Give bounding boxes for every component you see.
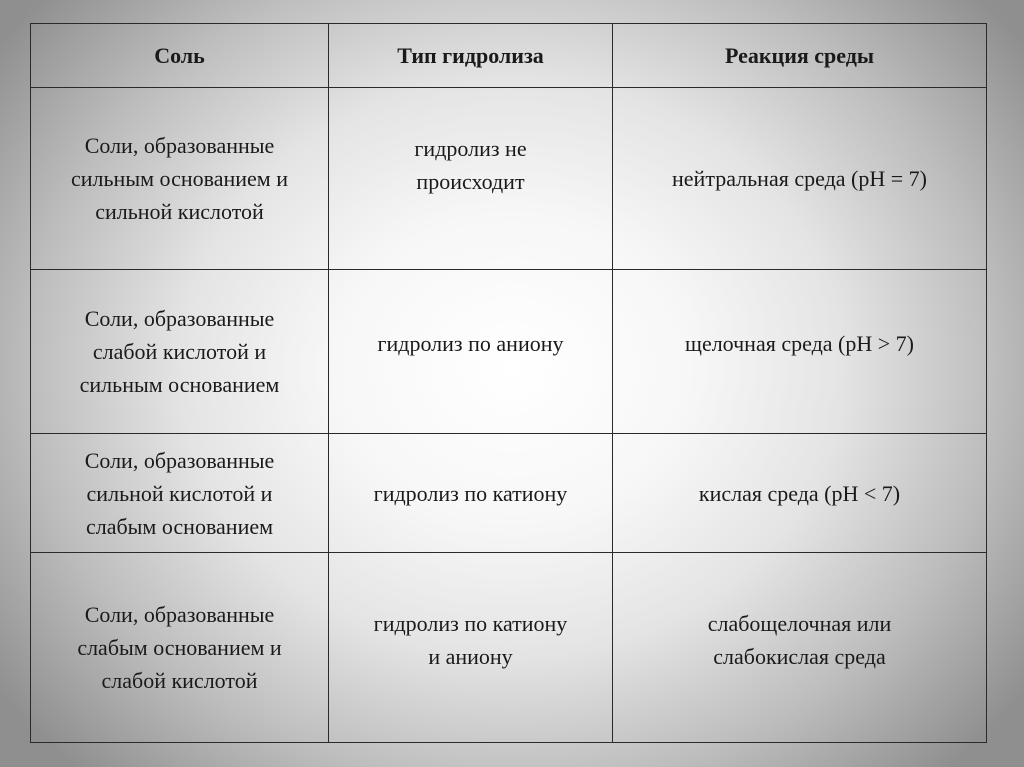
type-line: происходит xyxy=(416,168,525,194)
table-row xyxy=(31,553,987,743)
salt-line: Соли, образованные xyxy=(84,133,275,158)
reaction-line: слабокислая среда xyxy=(713,643,886,669)
medium-reaction-cell xyxy=(613,88,987,270)
salt-line: слабой кислотой и xyxy=(92,339,267,364)
header-medium-reaction: Реакция среды xyxy=(613,24,987,88)
salt-line: слабым основанием xyxy=(85,513,274,539)
salt-cell xyxy=(31,434,329,553)
salt-line: Соли, образованные xyxy=(84,306,275,331)
hydrolysis-type-cell xyxy=(329,270,613,434)
type-line: гидролиз по катиону xyxy=(373,610,568,636)
header-hydrolysis-type: Тип гидролиза xyxy=(329,24,613,88)
type-line: гидролиз по аниону xyxy=(377,331,564,356)
salt-line: сильной кислотой xyxy=(95,199,264,224)
hydrolysis-table xyxy=(30,23,987,743)
salt-line: сильным основанием и xyxy=(71,166,288,191)
table-row xyxy=(31,434,987,553)
salt-cell xyxy=(31,553,329,743)
salt-line: слабым основанием и xyxy=(77,635,282,660)
reaction-line: щелочная среда (рН > 7) xyxy=(685,331,914,356)
salt-line: Соли, образованные xyxy=(84,602,275,627)
header-salt: Соль xyxy=(31,24,329,88)
hydrolysis-table-frame xyxy=(30,23,986,741)
table-header-row xyxy=(31,24,987,88)
medium-reaction-cell xyxy=(613,553,987,743)
hydrolysis-type-cell xyxy=(329,553,613,743)
hydrolysis-type-cell xyxy=(329,434,613,553)
type-line: и аниону xyxy=(428,643,513,669)
salt-cell xyxy=(31,270,329,434)
salt-line: сильным основанием xyxy=(79,372,280,397)
salt-line: сильной кислотой и xyxy=(86,480,273,506)
table-row xyxy=(31,270,987,434)
salt-line: слабой кислотой xyxy=(101,668,258,693)
hydrolysis-type-cell xyxy=(329,88,613,270)
type-line: гидролиз по катиону xyxy=(373,480,568,506)
salt-line: Соли, образованные xyxy=(84,447,275,473)
reaction-line: нейтральная среда (рН = 7) xyxy=(672,166,927,191)
table-row xyxy=(31,88,987,270)
medium-reaction-cell xyxy=(613,270,987,434)
type-line: гидролиз не xyxy=(414,135,527,161)
salt-cell xyxy=(31,88,329,270)
reaction-line: кислая среда (рН < 7) xyxy=(698,480,901,506)
reaction-line: слабощелочная или xyxy=(707,610,892,636)
medium-reaction-cell xyxy=(613,434,987,553)
